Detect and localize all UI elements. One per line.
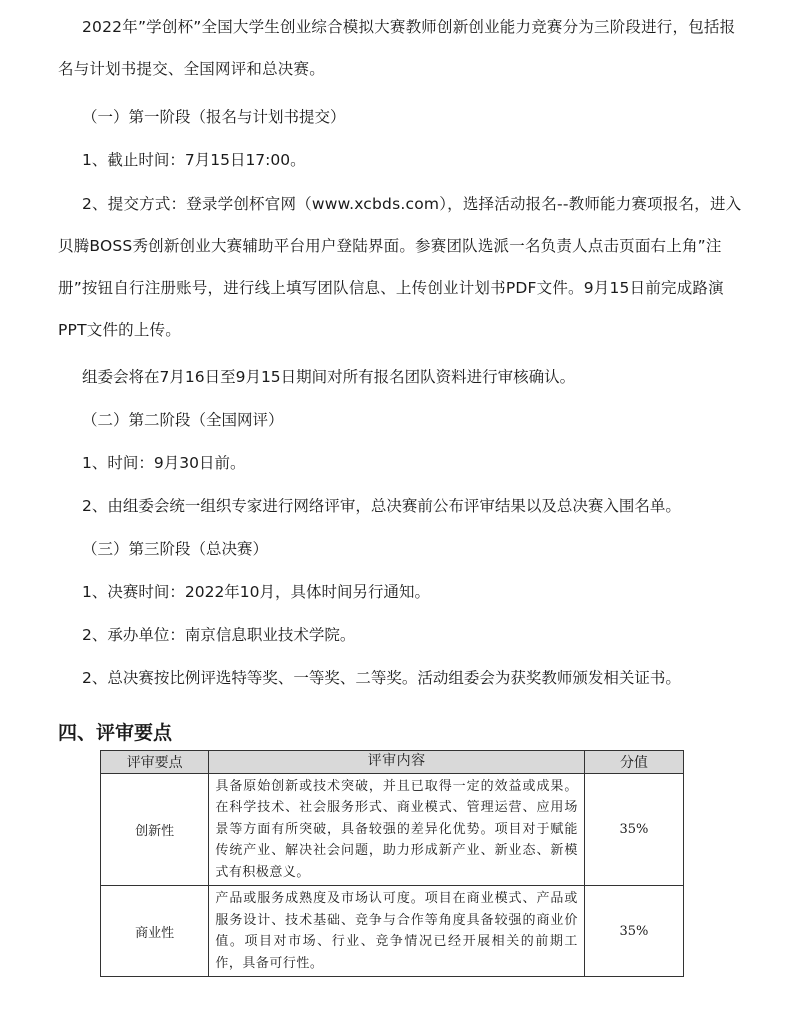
stage2-review: 2、由组委会统一组织专家进行网络评审，总决赛前公布评审结果以及总决赛入围名单。 bbox=[82, 497, 681, 515]
criteria-table bbox=[100, 750, 684, 977]
header-score: 分值 bbox=[584, 751, 683, 774]
stage3-host: 2、承办单位：南京信息职业技术学院。 bbox=[82, 626, 356, 644]
stage2-time: 1、时间：9月30日前。 bbox=[82, 454, 246, 472]
header-point: 评审要点 bbox=[101, 751, 209, 774]
table-row bbox=[101, 886, 684, 977]
stage2-title: （二）第二阶段（全国网评） bbox=[82, 411, 284, 429]
stage1-submission: 2、提交方式：登录学创杯官网（www.xcbds.com），选择活动报名--教师能力赛项报名，进入贝腾BOSS秀创新创业大赛辅助平台用户登陆界面。参赛团队选派一名负责人点击页面右上角”注册”按钮自行注册账号，进行线上填写团队信息、上传创业计划书PDF文件。9月15日前完成路演PPT文件的上传。 bbox=[58, 195, 742, 339]
row-score: 35% bbox=[584, 773, 683, 886]
row-content: 产品或服务成熟度及市场认可度。项目在商业模式、产品或服务设计、技术基础、竞争与合作等角度具备较强的商业价值。项目对市场、行业、竞争情况已经开展相关的前期工作，具备可行性。 bbox=[209, 886, 585, 977]
table-row bbox=[101, 773, 684, 886]
row-content: 具备原始创新或技术突破，并且已取得一定的效益或成果。在科学技术、社会服务形式、商业模式、管理运营、应用场景等方面有所突破，具备较强的差异化优势。项目对于赋能传统产业、解决社会问题，助力形成新产业、新业态、新模式有积极意义。 bbox=[209, 773, 585, 886]
header-content: 评审内容 bbox=[209, 751, 585, 774]
stage3-time: 1、决赛时间：2022年10月，具体时间另行通知。 bbox=[82, 583, 431, 601]
stage1-title: （一）第一阶段（报名与计划书提交） bbox=[82, 108, 346, 126]
stage1-review-note: 组委会将在7月16日至9月15日期间对所有报名团队资料进行审核确认。 bbox=[82, 368, 576, 386]
row-score: 35% bbox=[584, 886, 683, 977]
table-header-row bbox=[101, 751, 684, 774]
section4-heading: 四、评审要点 bbox=[58, 722, 173, 744]
stage1-deadline: 1、截止时间：7月15日17:00。 bbox=[82, 151, 306, 169]
stage3-title: （三）第三阶段（总决赛） bbox=[82, 540, 269, 558]
intro-paragraph: 2022年”学创杯”全国大学生创业综合模拟大赛教师创新创业能力竞赛分为三阶段进行，包括报名与计划书提交、全国网评和总决赛。 bbox=[58, 18, 736, 78]
row-point: 商业性 bbox=[101, 886, 209, 977]
stage3-awards: 2、总决赛按比例评选特等奖、一等奖、二等奖。活动组委会为获奖教师颁发相关证书。 bbox=[82, 669, 681, 687]
row-point: 创新性 bbox=[101, 773, 209, 886]
